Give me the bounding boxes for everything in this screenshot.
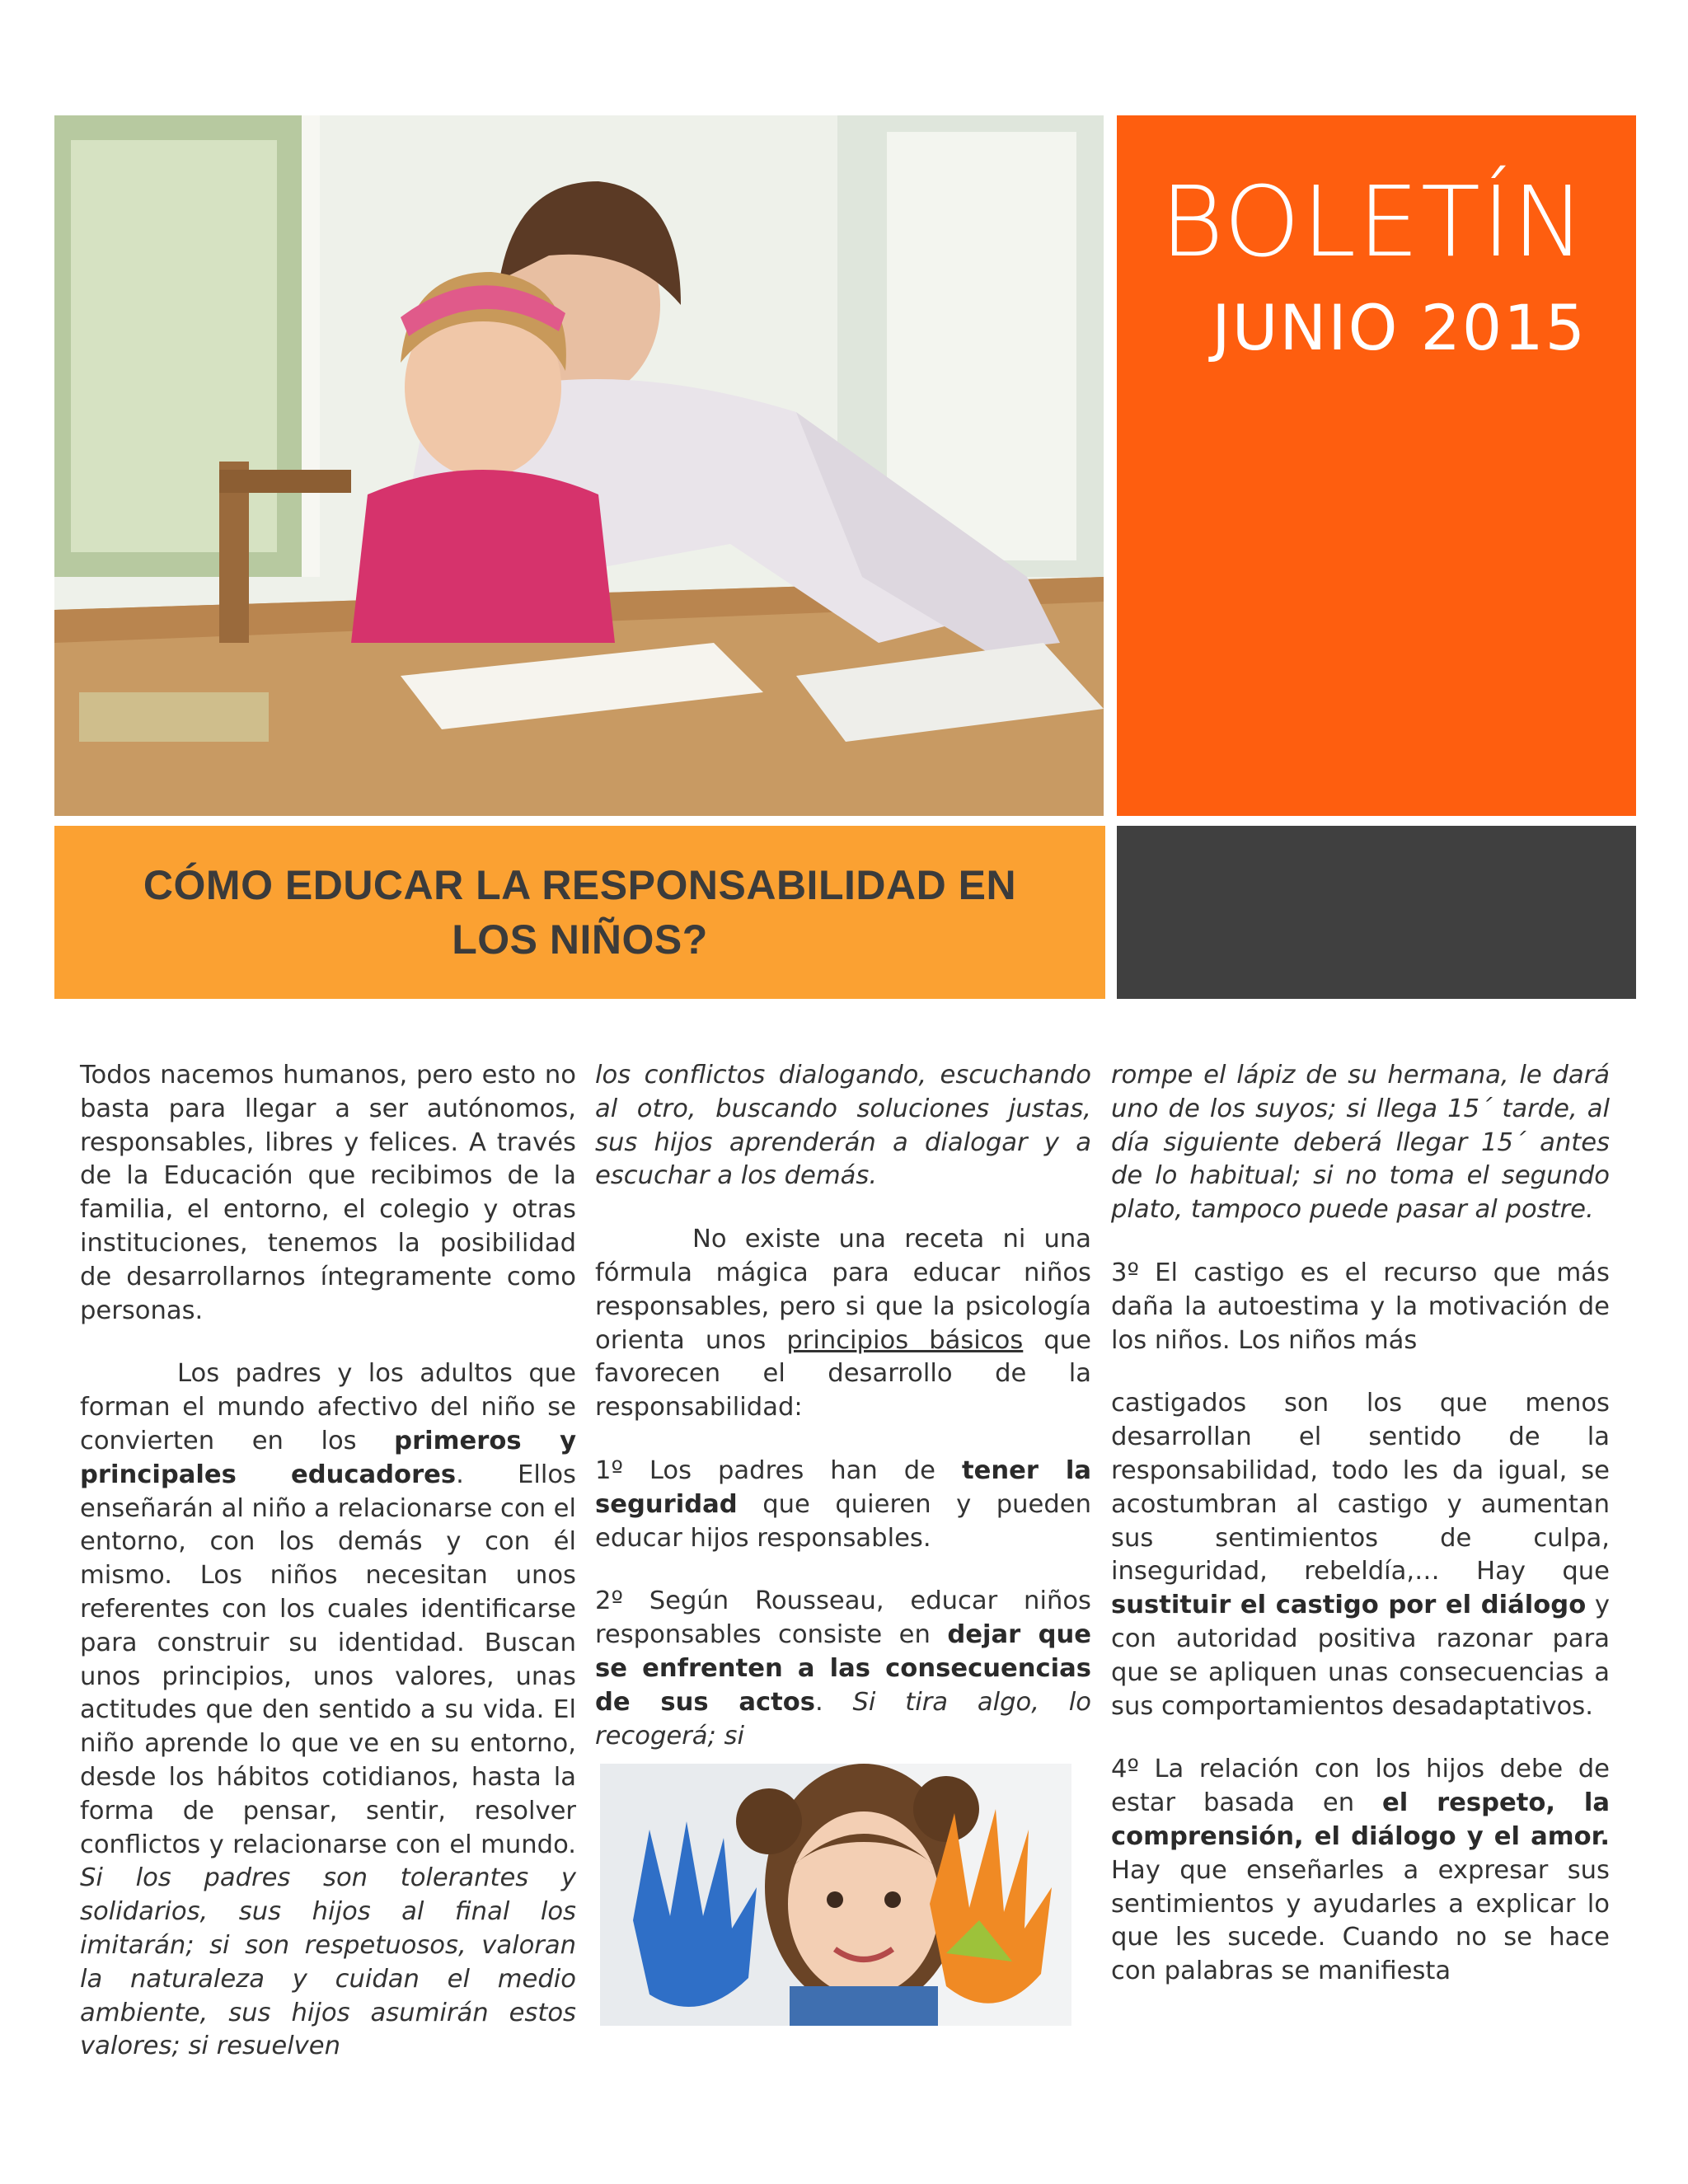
bold-text: primeros y principales educadores (80, 1426, 577, 1489)
paragraph (1111, 1753, 1610, 1989)
dark-band (1117, 826, 1636, 999)
underlined-text: principios básicos (786, 1325, 1024, 1355)
paragraph-text: No existe una receta ni una fórmula mágica para educar niños responsables, pero si que la psicología orienta unos (595, 1225, 1091, 1355)
headline-band (54, 826, 1105, 999)
paragraph-text: 3º El castigo es el recurso que más daña la autoestima y la motivación de los niños. Los niños más (1111, 1258, 1610, 1355)
mother-daughter-illustration (54, 115, 1104, 816)
article-column-2 (595, 1059, 1091, 1753)
paragraph-text: Hay que enseñarles a expresar sus sentimientos y ayudarles a explicar lo que les sucede. Cuando no se hace con palabras se manifiesta (1111, 1855, 1610, 1986)
italic-text: rompe el lápiz de su hermana, le dará uno de los suyos; si llega 15´ tarde, al día siguiente deberá llegar 15´ antes de lo habitual; si no toma el segundo plato, tampoco puede pasar al postre. (1111, 1061, 1610, 1225)
newsletter-title: BOLETÍN (1160, 165, 1587, 279)
paragraph (595, 1585, 1091, 1753)
paragraph (1111, 1387, 1610, 1723)
paragraph-text: que favorecen el desarrollo de la responsabilidad: (595, 1325, 1092, 1422)
bold-text: tener la seguridad (595, 1455, 1091, 1519)
italic-text: Si los padres son tolerantes y solidarios, sus hijos al final los imitarán; si son respetuosos, valoran la naturaleza y cuidan el medio ambiente, sus hijos asumirán estos valores; si resuelven (80, 1863, 576, 2061)
child-painted-hands-illustration (600, 1764, 1071, 2026)
paragraph-text: . (814, 1687, 853, 1717)
paragraph-text: que quieren y pueden educar hijos responsables. (595, 1489, 1091, 1553)
hero-photo (54, 115, 1104, 816)
newsletter-date: JUNIO 2015 (1212, 291, 1587, 364)
child-photo (600, 1764, 1071, 2026)
paragraph-text: Todos nacemos humanos, pero esto no basta para llegar a ser autónomos, responsables, libres y felices. A través de la Educación que recibimos de la familia, el entorno, el colegio y otras instituciones, tenemos la posibilidad de desarrollarnos íntegramente como personas. (80, 1061, 576, 1325)
paragraph-text: 1º Los padres han de (595, 1455, 962, 1485)
paragraph-text: y con autoridad positiva razonar para que se apliquen unas consecuencias a sus comportamientos desadaptativos. (1111, 1591, 1610, 1721)
paragraph-text: . Ellos enseñarán al niño a relacionarse con el entorno, con los demás y con él mismo. Los niños necesitan unos referentes con los cuales identificarse para construir su identidad. Buscan unos principios, unos valores, unas actitudes que den sentido a su vida. El niño aprende lo que ve en su entorno, desde los hábitos cotidianos, hasta la forma de pensar, sentir, resolver conflictos y relacionarse con el mundo. (80, 1460, 576, 1859)
title-panel (1117, 115, 1636, 816)
paragraph-text: castigados son los que menos desarrollan el sentido de la responsabilidad, todo les da igual, se acostumbran al castigo y aumentan sus sentimientos de culpa, inseguridad, rebeldía,… Hay que (1111, 1389, 1610, 1586)
italic-text: Si tira algo, lo recogerá; si (595, 1687, 1091, 1750)
paragraph (1111, 1257, 1610, 1357)
article-headline: CÓMO EDUCAR LA RESPONSABILIDAD EN LOS NIÑOS? (143, 862, 1017, 963)
paragraph (595, 1455, 1091, 1555)
paragraph-text: Los padres y los adultos que forman el mundo afectivo del niño se convierten en los (80, 1359, 576, 1455)
paragraph (595, 1223, 1091, 1425)
paragraph-text: 4º La relación con los hijos debe de estar basada en (1111, 1755, 1610, 1818)
paragraph (1111, 1059, 1610, 1227)
paragraph-text: 2º Según Rousseau, educar niños responsables consiste en (595, 1586, 1091, 1650)
bold-text: el respeto, la comprensión, el diálogo y el amor. (1111, 1788, 1610, 1851)
paragraph (80, 1059, 576, 1328)
italic-text: los conflictos dialogando, escuchando al otro, buscando soluciones justas, sus hijos aprenderán a dialogar y a escuchar a los demás. (595, 1061, 1091, 1191)
bold-text: dejar que se enfrenten a las consecuencias de sus actos (595, 1620, 1092, 1717)
paragraph (80, 1357, 576, 2064)
article-column-3 (1111, 1059, 1610, 1989)
bold-text: sustituir el castigo por el diálogo (1111, 1591, 1587, 1620)
paragraph (595, 1059, 1091, 1193)
article-column-1 (80, 1059, 576, 2064)
